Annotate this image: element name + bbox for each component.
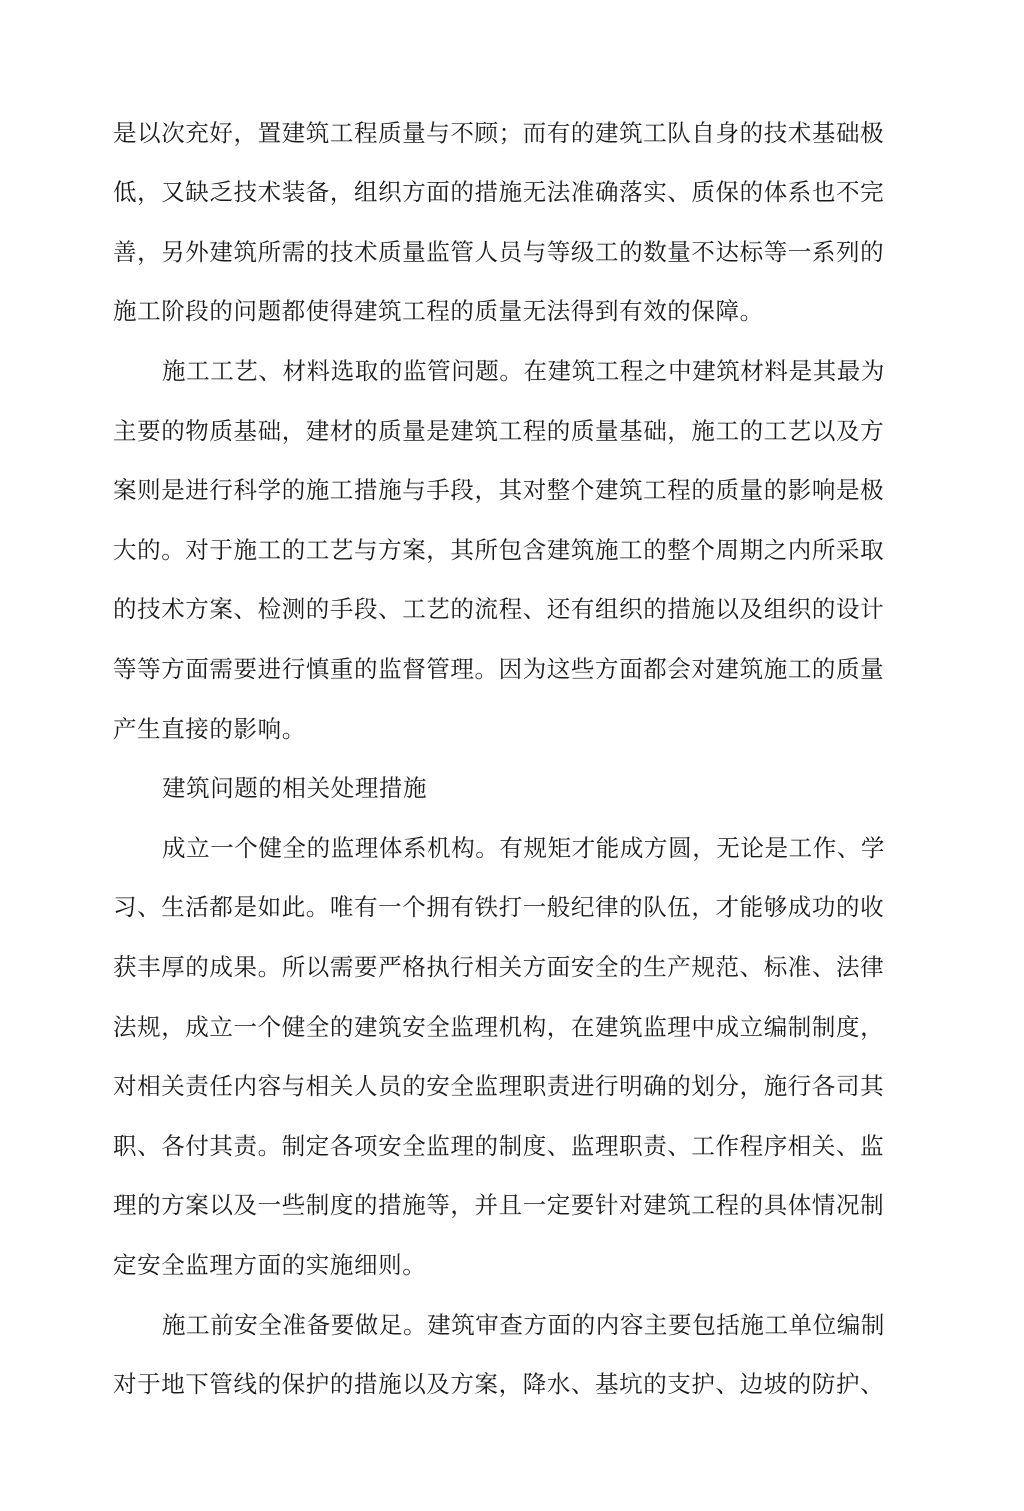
text-line: 对相关责任内容与相关人员的安全监理职责进行明确的划分，施行各司其 <box>113 1072 885 1100</box>
text-line: 大的。对于施工的工艺与方案，其所包含建筑施工的整个周期之内所采取 <box>113 536 885 564</box>
text-line: 定安全监理方面的实施细则。 <box>113 1251 427 1279</box>
text-line: 主要的物质基础，建材的质量是建筑工程的质量基础，施工的工艺以及方 <box>113 417 885 445</box>
paragraph-first-line: 施工工艺、材料选取的监管问题。在建筑工程之中建筑材料是其最为 <box>162 357 885 385</box>
paragraph-first-line: 成立一个健全的监理体系机构。有规矩才能成方圆，无论是工作、学 <box>162 834 885 862</box>
text-line: 的技术方案、检测的手段、工艺的流程、还有组织的措施以及组织的设计 <box>113 595 885 623</box>
section-heading: 建筑问题的相关处理措施 <box>162 774 428 802</box>
text-line: 施工阶段的问题都使得建筑工程的质量无法得到有效的保障。 <box>113 297 764 325</box>
text-line: 对于地下管线的保护的措施以及方案，降水、基坑的支护、边坡的防护、 <box>113 1370 885 1398</box>
text-line: 低，又缺乏技术装备，组织方面的措施无法准确落实、质保的体系也不完 <box>113 178 885 206</box>
paragraph-first-line: 施工前安全准备要做足。建筑审查方面的内容主要包括施工单位编制 <box>162 1311 885 1339</box>
text-line: 习、生活都是如此。唯有一个拥有铁打一般纪律的队伍，才能够成功的收 <box>113 893 885 921</box>
text-line: 产生直接的影响。 <box>113 715 306 743</box>
text-line: 法规，成立一个健全的建筑安全监理机构，在建筑监理中成立编制制度， <box>113 1013 885 1041</box>
text-line: 善，另外建筑所需的技术质量监管人员与等级工的数量不达标等一系列的 <box>113 238 885 266</box>
text-line: 职、各付其责。制定各项安全监理的制度、监理职责、工作程序相关、监 <box>113 1132 885 1160</box>
text-line: 理的方案以及一些制度的措施等，并且一定要针对建筑工程的具体情况制 <box>113 1191 885 1219</box>
text-line: 是以次充好，置建筑工程质量与不顾；而有的建筑工队自身的技术基础极 <box>113 119 885 147</box>
text-line: 等等方面需要进行慎重的监督管理。因为这些方面都会对建筑施工的质量 <box>113 655 885 683</box>
text-line: 获丰厚的成果。所以需要严格执行相关方面安全的生产规范、标准、法律 <box>113 953 885 981</box>
text-line: 案则是进行科学的施工措施与手段，其对整个建筑工程的质量的影响是极 <box>113 476 885 504</box>
